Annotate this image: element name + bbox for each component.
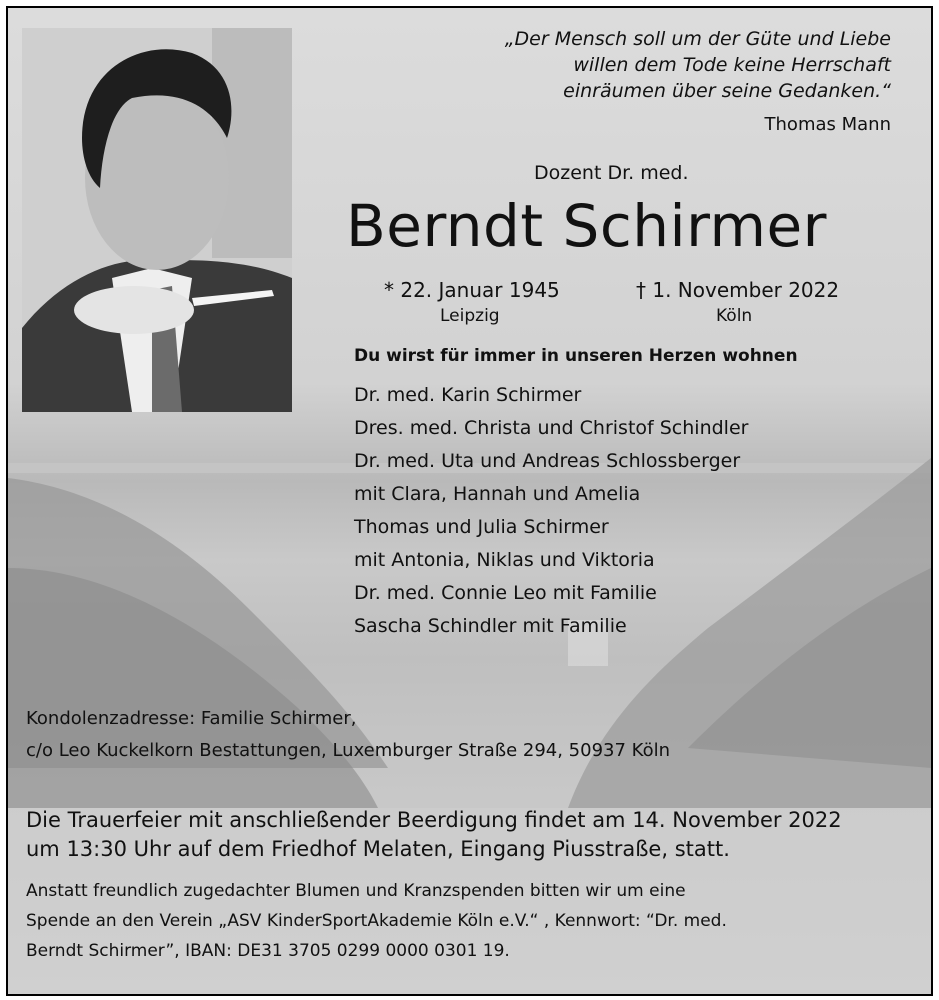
quote-line: „Der Mensch soll um der Güte und Liebe	[504, 28, 891, 50]
mourner: Dres. med. Christa und Christof Schindler	[354, 417, 749, 439]
quote-block	[505, 26, 891, 104]
birth-place: Leipzig	[440, 306, 500, 326]
funeral-service-info	[26, 806, 842, 864]
motto: Du wirst für immer in unseren Herzen wohnen	[354, 346, 798, 366]
mourner: mit Clara, Hannah und Amelia	[354, 483, 641, 505]
death-place: Köln	[716, 306, 753, 326]
death-date: † 1. November 2022	[636, 278, 840, 302]
mourner: Dr. med. Connie Leo mit Familie	[354, 582, 657, 604]
birth-date: * 22. Januar 1945	[384, 278, 560, 302]
donation-line: Anstatt freundlich zugedachter Blumen und Kranzspenden bitten wir um eine	[26, 881, 686, 901]
portrait-photo	[22, 28, 292, 412]
condolence-address	[26, 703, 670, 767]
mourners-list	[354, 379, 748, 643]
mourner: Dr. med. Karin Schirmer	[354, 384, 582, 406]
mourner: Dr. med. Uta und Andreas Schlossberger	[354, 450, 741, 472]
condolence-line: c/o Leo Kuckelkorn Bestattungen, Luxemburger Straße 294, 50937 Köln	[26, 740, 670, 761]
service-line: um 13:30 Uhr auf dem Friedhof Melaten, Eingang Piusstraße, statt.	[26, 837, 730, 861]
mourner: Thomas und Julia Schirmer	[354, 516, 609, 538]
donation-line: Spende an den Verein „ASV KinderSportAkademie Köln e.V.“ , Kennwort: “Dr. med.	[26, 911, 727, 931]
quote-line: willen dem Tode keine Herrschaft	[573, 54, 891, 76]
quote-line: einräumen über seine Gedanken.“	[563, 80, 891, 102]
donation-line: Berndt Schirmer”, IBAN: DE31 3705 0299 0000 0301 19.	[26, 941, 510, 961]
service-line: Die Trauerfeier mit anschließender Beerdigung findet am 14. November 2022	[26, 808, 842, 832]
mourner: mit Antonia, Niklas und Viktoria	[354, 549, 655, 571]
deceased-name: Berndt Schirmer	[346, 192, 827, 260]
mourner: Sascha Schindler mit Familie	[354, 615, 627, 637]
academic-title: Dozent Dr. med.	[534, 162, 689, 184]
donation-info	[26, 876, 727, 966]
obituary-card	[6, 6, 933, 996]
condolence-line: Kondolenzadresse: Familie Schirmer,	[26, 708, 357, 729]
quote-author: Thomas Mann	[764, 114, 891, 135]
